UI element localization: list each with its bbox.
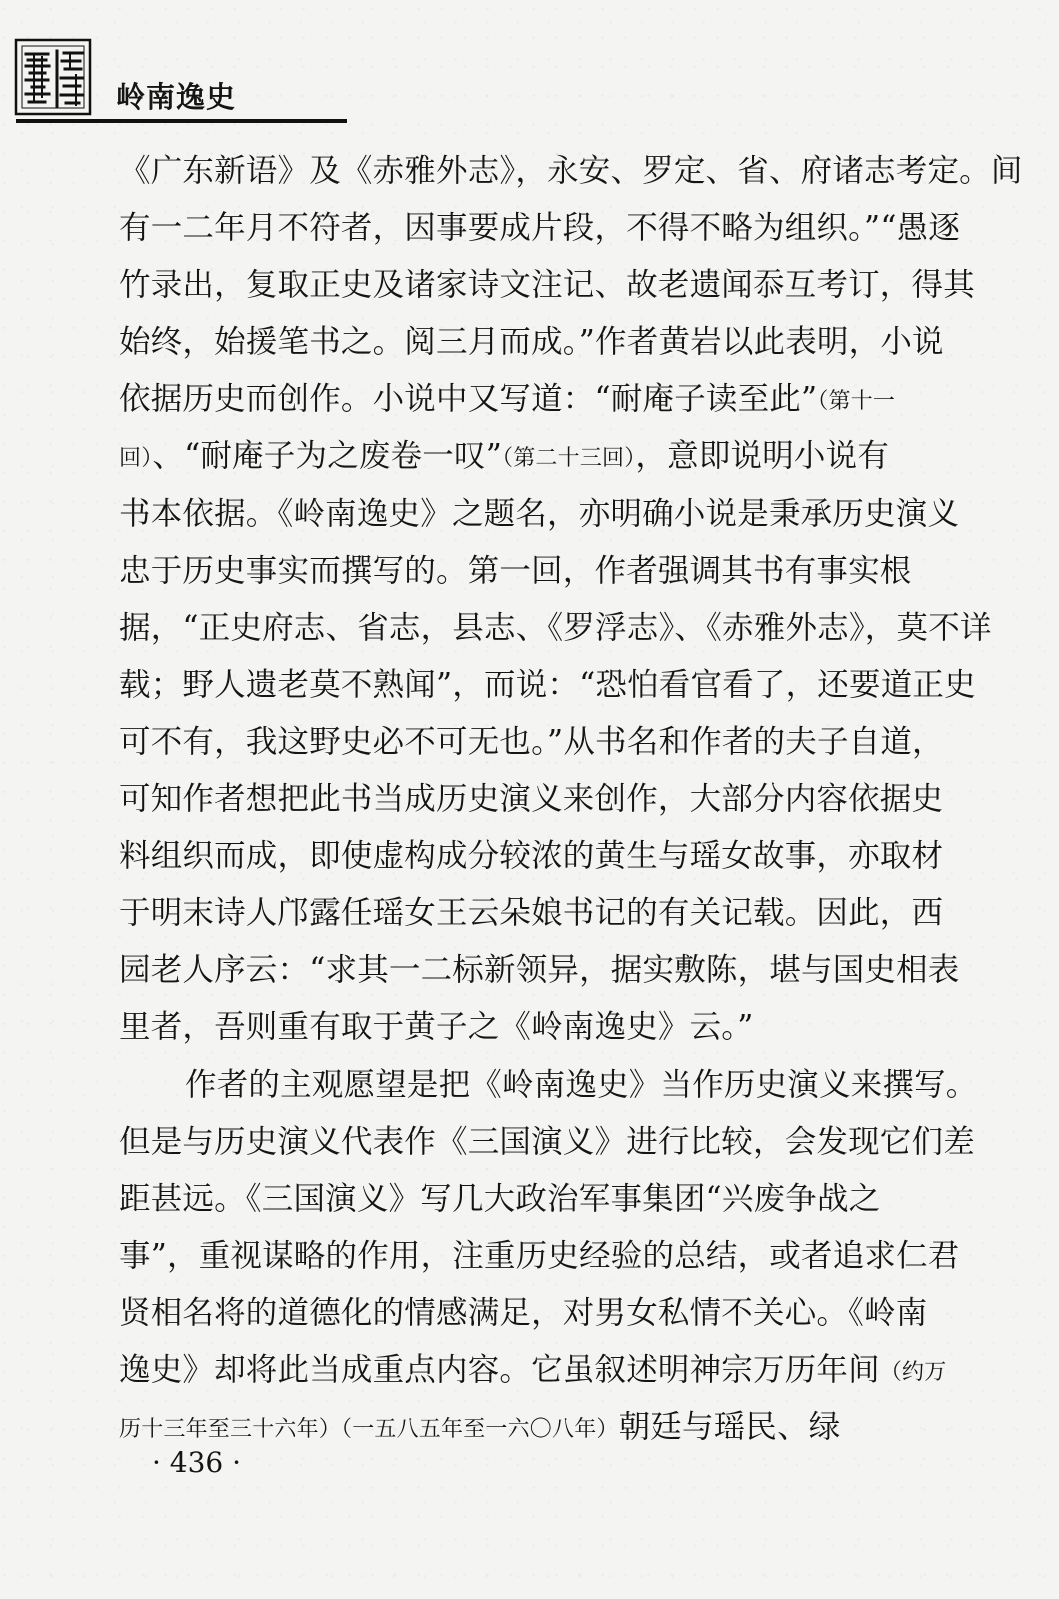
text-line <box>119 1342 949 1399</box>
text-line: 贤相名将的道德化的情感满足，对男女私情不关心。《岭南 <box>119 1294 928 1331</box>
text-line: 料组织而成，即使虚构成分较浓的黄生与瑶女故事，亦取材 <box>119 838 944 875</box>
header-rule <box>16 119 347 123</box>
text-line: 忠于历史事实而撰写的。第一回，作者强调其书有事实根 <box>119 552 912 589</box>
text-segment: 依据历史而创作。小说中又写道：“耐庵子读至此” <box>119 381 818 418</box>
text-line: 但是与历史演义代表作《三国演义》进行比较，会发现它们差 <box>119 1123 975 1160</box>
date-note: （约万 <box>879 1359 947 1385</box>
series-seal-logo <box>14 38 92 116</box>
text-line: 据，“正史府志、省志，县志、《罗浮志》、《赤雅外志》，莫不详 <box>119 609 992 646</box>
text-line: 园老人序云：“求其一二标新领异，据实敷陈，堪与国史相表 <box>119 952 960 989</box>
text-line: 竹录出，复取正史及诸家诗文注记、故老遗闻忝互考订，得其 <box>119 267 975 304</box>
text-line <box>119 428 949 485</box>
text-segment: 朝廷与瑶民、绿 <box>618 1409 841 1446</box>
date-note: 历十三年至三十六年）（一五八五年至一六〇八年） <box>119 1417 619 1443</box>
page-number: · 436 · <box>152 1446 242 1479</box>
text-line <box>119 1399 949 1456</box>
text-line: 里者，吾则重有取于黄子之《岭南逸史》云。” <box>119 1009 754 1046</box>
text-line: 距甚远。《三国演义》写几大政治军事集团“兴废争战之 <box>119 1180 881 1217</box>
text-line: 事”，重视谋略的作用，注重历史经验的总结，或者追求仁君 <box>119 1237 960 1274</box>
text-line: 始终，始援笔书之。阅三月而成。”作者黄岩以此表明，小说 <box>119 324 944 361</box>
text-line: 可知作者想把此书当成历史演义来创作，大部分内容依据史 <box>119 781 944 818</box>
main-text <box>119 143 1023 1456</box>
paragraph-first-line: 作者的主观愿望是把《岭南逸史》当作历史演义来撰写。 <box>185 1066 978 1103</box>
text-segment: 逸史》却将此当成重点内容。它虽叙述明神宗万历年间 <box>119 1351 880 1388</box>
chapter-reference: （第十一 <box>817 389 896 415</box>
chapter-reference: 回） <box>119 446 153 472</box>
text-line: 于明末诗人邝露任瑶女王云朵娘书记的有关记载。因此，西 <box>119 895 944 932</box>
text-line <box>119 371 949 428</box>
chapter-reference: （第二十三回） <box>502 446 636 472</box>
text-line: 《广东新语》及《赤雅外志》，永安、罗定、省、府诸志考定。间 <box>119 153 1023 189</box>
text-line: 可不有，我这野史必不可无也。”从书名和作者的夫子自道， <box>119 723 944 760</box>
text-line: 载；野人遗老莫不熟闻”，而说：“恐怕看官看了，还要道正史 <box>119 666 976 703</box>
running-header-title: 岭南逸史 <box>116 80 237 114</box>
text-line: 有一二年月不符者，因事要成片段，不得不略为组织。”“愚逐 <box>119 210 961 247</box>
text-line: 书本依据。《岭南逸史》之题名，亦明确小说是秉承历史演义 <box>119 495 960 532</box>
text-segment: 、“耐庵子为之废卷一叹” <box>152 438 503 475</box>
text-segment: ，意即说明小说有 <box>635 438 890 475</box>
